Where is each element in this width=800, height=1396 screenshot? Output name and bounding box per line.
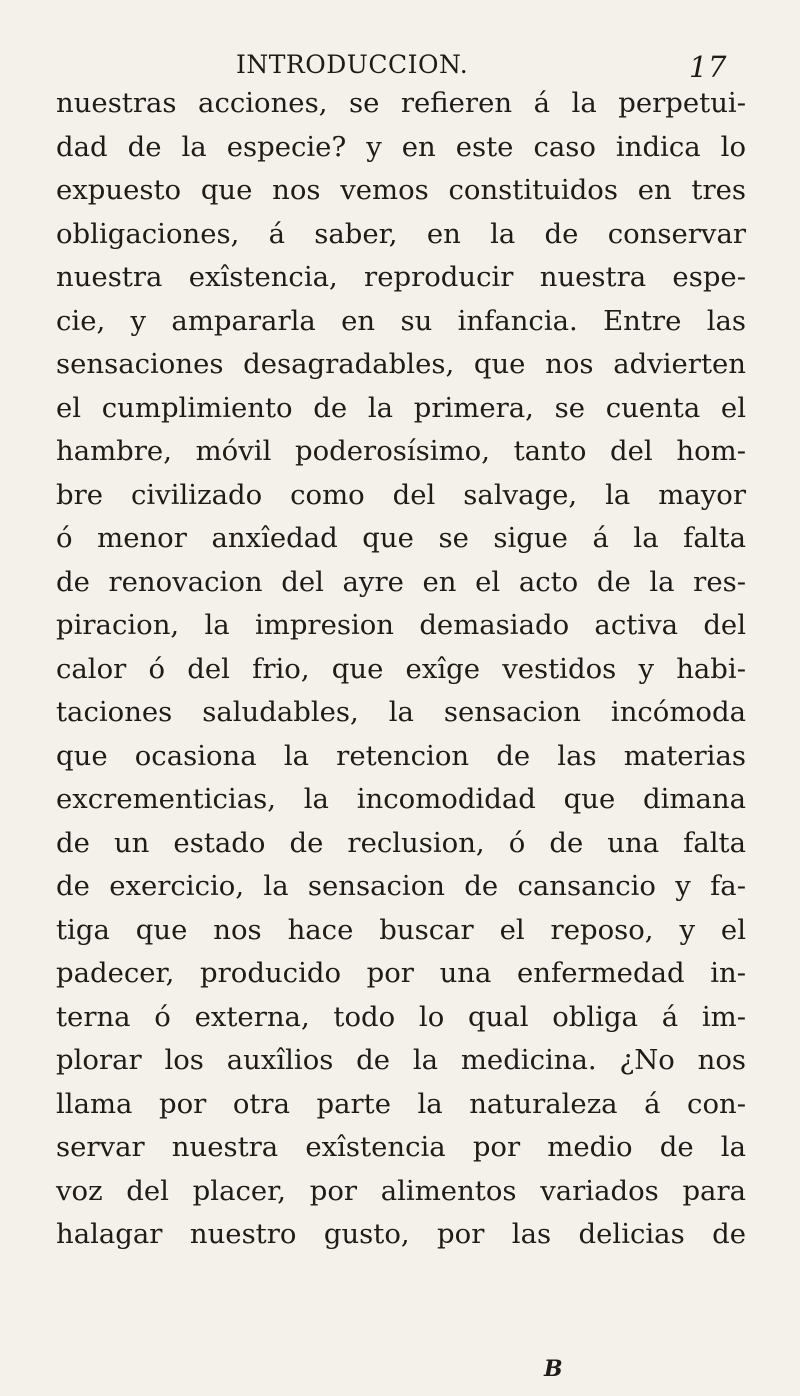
text-line: plorar los auxîlios de la medicina. ¿No nos [56,1044,746,1076]
text-line: dad de la especie? y en este caso indica lo [56,130,746,163]
page-number: 17 [689,50,727,84]
text-line: taciones saludables, la sensacion incómoda [56,696,746,728]
text-line: expuesto que nos vemos constituidos en tres [56,174,746,206]
text-line: sensaciones desagradables, que nos advierten [56,348,746,380]
text-line: obligaciones, á saber, en la de conservar [56,217,746,250]
text-line: tiga que nos hace buscar el reposo, y el [56,913,746,946]
running-title: INTRODUCCION. [236,50,469,79]
text-line: bre civilizado como del salvage, la mayor [56,478,746,511]
text-line: de exercicio, la sensacion de cansancio y fa- [56,870,746,902]
signature-mark: B [544,1356,563,1382]
text-line: excrementicias, la incomodidad que dimana [56,783,746,815]
text-line: hambre, móvil poderosísimo, tanto del hom- [56,435,746,467]
text-line: de un estado de reclusion, ó de una falta [56,826,746,859]
text-line: nuestras acciones, se refieren á la perpetui- [56,87,746,119]
text-line: que ocasiona la retencion de las materias [56,739,746,772]
text-line: servar nuestra exîstencia por medio de la [56,1131,746,1163]
text-line: nuestra exîstencia, reproducir nuestra espe- [56,261,746,293]
text-line: ó menor anxîedad que se sigue á la falta [56,522,746,554]
text-line: piracion, la impresion demasiado activa del [56,609,746,641]
text-line: halagar nuestro gusto, por las delicias de [56,1218,746,1250]
text-line: llama por otra parte la naturaleza á con- [56,1087,746,1120]
text-line: el cumplimiento de la primera, se cuenta el [56,391,746,424]
page-header [236,50,736,84]
text-line: voz del placer, por alimentos variados para [56,1174,746,1207]
text-line: padecer, producido por una enfermedad in- [56,957,746,989]
text-line: calor ó del frio, que exîge vestidos y habi- [56,652,746,685]
text-line: de renovacion del ayre en el acto de la res- [56,565,746,598]
body-text [56,82,746,1257]
text-line: cie, y ampararla en su infancia. Entre las [56,304,746,337]
text-line: terna ó externa, todo lo qual obliga á im- [56,1000,746,1033]
